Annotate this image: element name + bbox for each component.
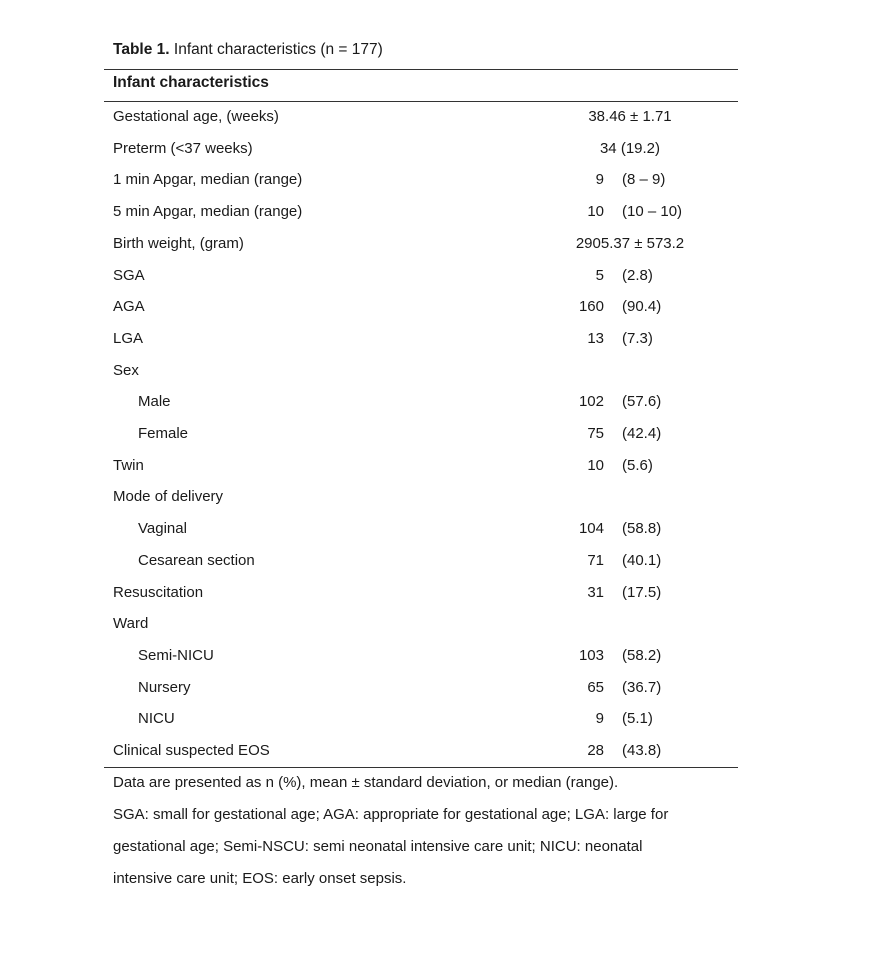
row-count: 65 (587, 678, 604, 696)
row-percent: (2.8) (622, 266, 653, 284)
table-row (0, 615, 870, 647)
table-header-rule (104, 101, 738, 102)
table-caption-number: Table 1. (113, 41, 170, 58)
row-count: 9 (595, 171, 604, 189)
row-label: 1 min Apgar, median (range) (113, 171, 303, 189)
row-label: Semi-NICU (138, 646, 214, 664)
row-label: Clinical suspected EOS (113, 742, 270, 759)
row-percent: (58.8) (622, 520, 662, 538)
table-top-rule (104, 69, 738, 70)
footnote-line-1: Data are presented as n (%), mean ± standard deviation, or median (range). (113, 774, 619, 791)
row-percent: (36.7) (622, 678, 662, 696)
footnote-line-2: SGA: small for gestational age; AGA: appropriate for gestational age; LGA: large for (113, 806, 669, 823)
row-percent: (5.6) (622, 456, 653, 474)
row-label: 5 min Apgar, median (range) (113, 203, 303, 221)
row-count: 102 (578, 393, 604, 411)
table-row (0, 552, 870, 584)
row-percent: (5.1) (622, 710, 653, 728)
row-label: Nursery (138, 678, 191, 696)
row-label: Mode of delivery (113, 488, 224, 506)
row-label: NICU (138, 710, 175, 728)
table-row (0, 488, 870, 520)
row-percent: (42.4) (622, 425, 662, 442)
row-label: SGA (113, 266, 145, 284)
row-label: Male (138, 393, 171, 411)
table-row (0, 710, 870, 742)
table-row (0, 235, 870, 267)
row-percent: (8 – 9) (622, 171, 666, 189)
row-label: Vaginal (138, 520, 187, 538)
table-row (0, 584, 870, 616)
row-count: 10 (587, 203, 604, 221)
row-percent: (10 – 10) (622, 203, 683, 221)
row-count: 160 (578, 298, 604, 316)
row-count: 31 (587, 583, 604, 601)
table-caption-text: Infant characteristics (n = 177) (173, 41, 383, 58)
row-label: Resuscitation (113, 583, 204, 601)
row-label: Preterm (<37 weeks) (113, 139, 253, 157)
table-row (0, 267, 870, 299)
row-value: 38.46 ± 1.71 (588, 108, 672, 125)
table-row (0, 393, 870, 425)
row-label: Twin (113, 456, 144, 474)
row-label: Gestational age, (weeks) (113, 108, 279, 125)
table-row (0, 298, 870, 330)
row-label: LGA (113, 329, 144, 347)
row-count: 13 (587, 329, 604, 347)
table-row (0, 679, 870, 711)
row-percent: (90.4) (622, 298, 662, 316)
row-label: Birth weight, (gram) (113, 234, 244, 252)
row-label: Cesarean section (138, 551, 255, 569)
table-row (0, 425, 870, 457)
table-row (0, 108, 870, 140)
table-row (0, 457, 870, 489)
row-value: 34 (19.2) (599, 139, 661, 157)
row-count: 9 (595, 710, 604, 728)
row-percent: (7.3) (622, 329, 653, 347)
row-percent: (40.1) (622, 551, 662, 569)
table-row (0, 362, 870, 394)
table-caption (113, 41, 383, 59)
table-row (0, 520, 870, 552)
row-count: 75 (587, 425, 604, 442)
row-count: 104 (578, 520, 604, 538)
row-count: 10 (587, 456, 604, 474)
table-row (0, 330, 870, 362)
row-value: 2905.37 ± 573.2 (575, 234, 685, 252)
table-row (0, 171, 870, 203)
row-count: 28 (587, 742, 604, 759)
table-row (0, 647, 870, 679)
row-percent: (58.2) (622, 646, 662, 664)
table-bottom-rule (104, 767, 738, 768)
row-percent: (17.5) (622, 583, 662, 601)
row-label: AGA (113, 298, 145, 316)
row-label: Female (138, 425, 189, 442)
row-percent: (43.8) (622, 742, 662, 759)
row-count: 103 (578, 646, 604, 664)
table-row (0, 140, 870, 172)
footnote-line-4: intensive care unit; EOS: early onset sepsis. (113, 870, 407, 887)
row-count: 5 (595, 266, 604, 284)
table-row (0, 742, 870, 774)
footnote-line-3: gestational age; Semi-NSCU: semi neonatal intensive care unit; NICU: neonatal (113, 838, 643, 855)
row-label: Ward (113, 615, 149, 633)
table-row (0, 203, 870, 235)
row-percent: (57.6) (622, 393, 662, 411)
row-label: Sex (113, 361, 139, 379)
table-header: Infant characteristics (113, 74, 269, 91)
row-count: 71 (587, 551, 604, 569)
